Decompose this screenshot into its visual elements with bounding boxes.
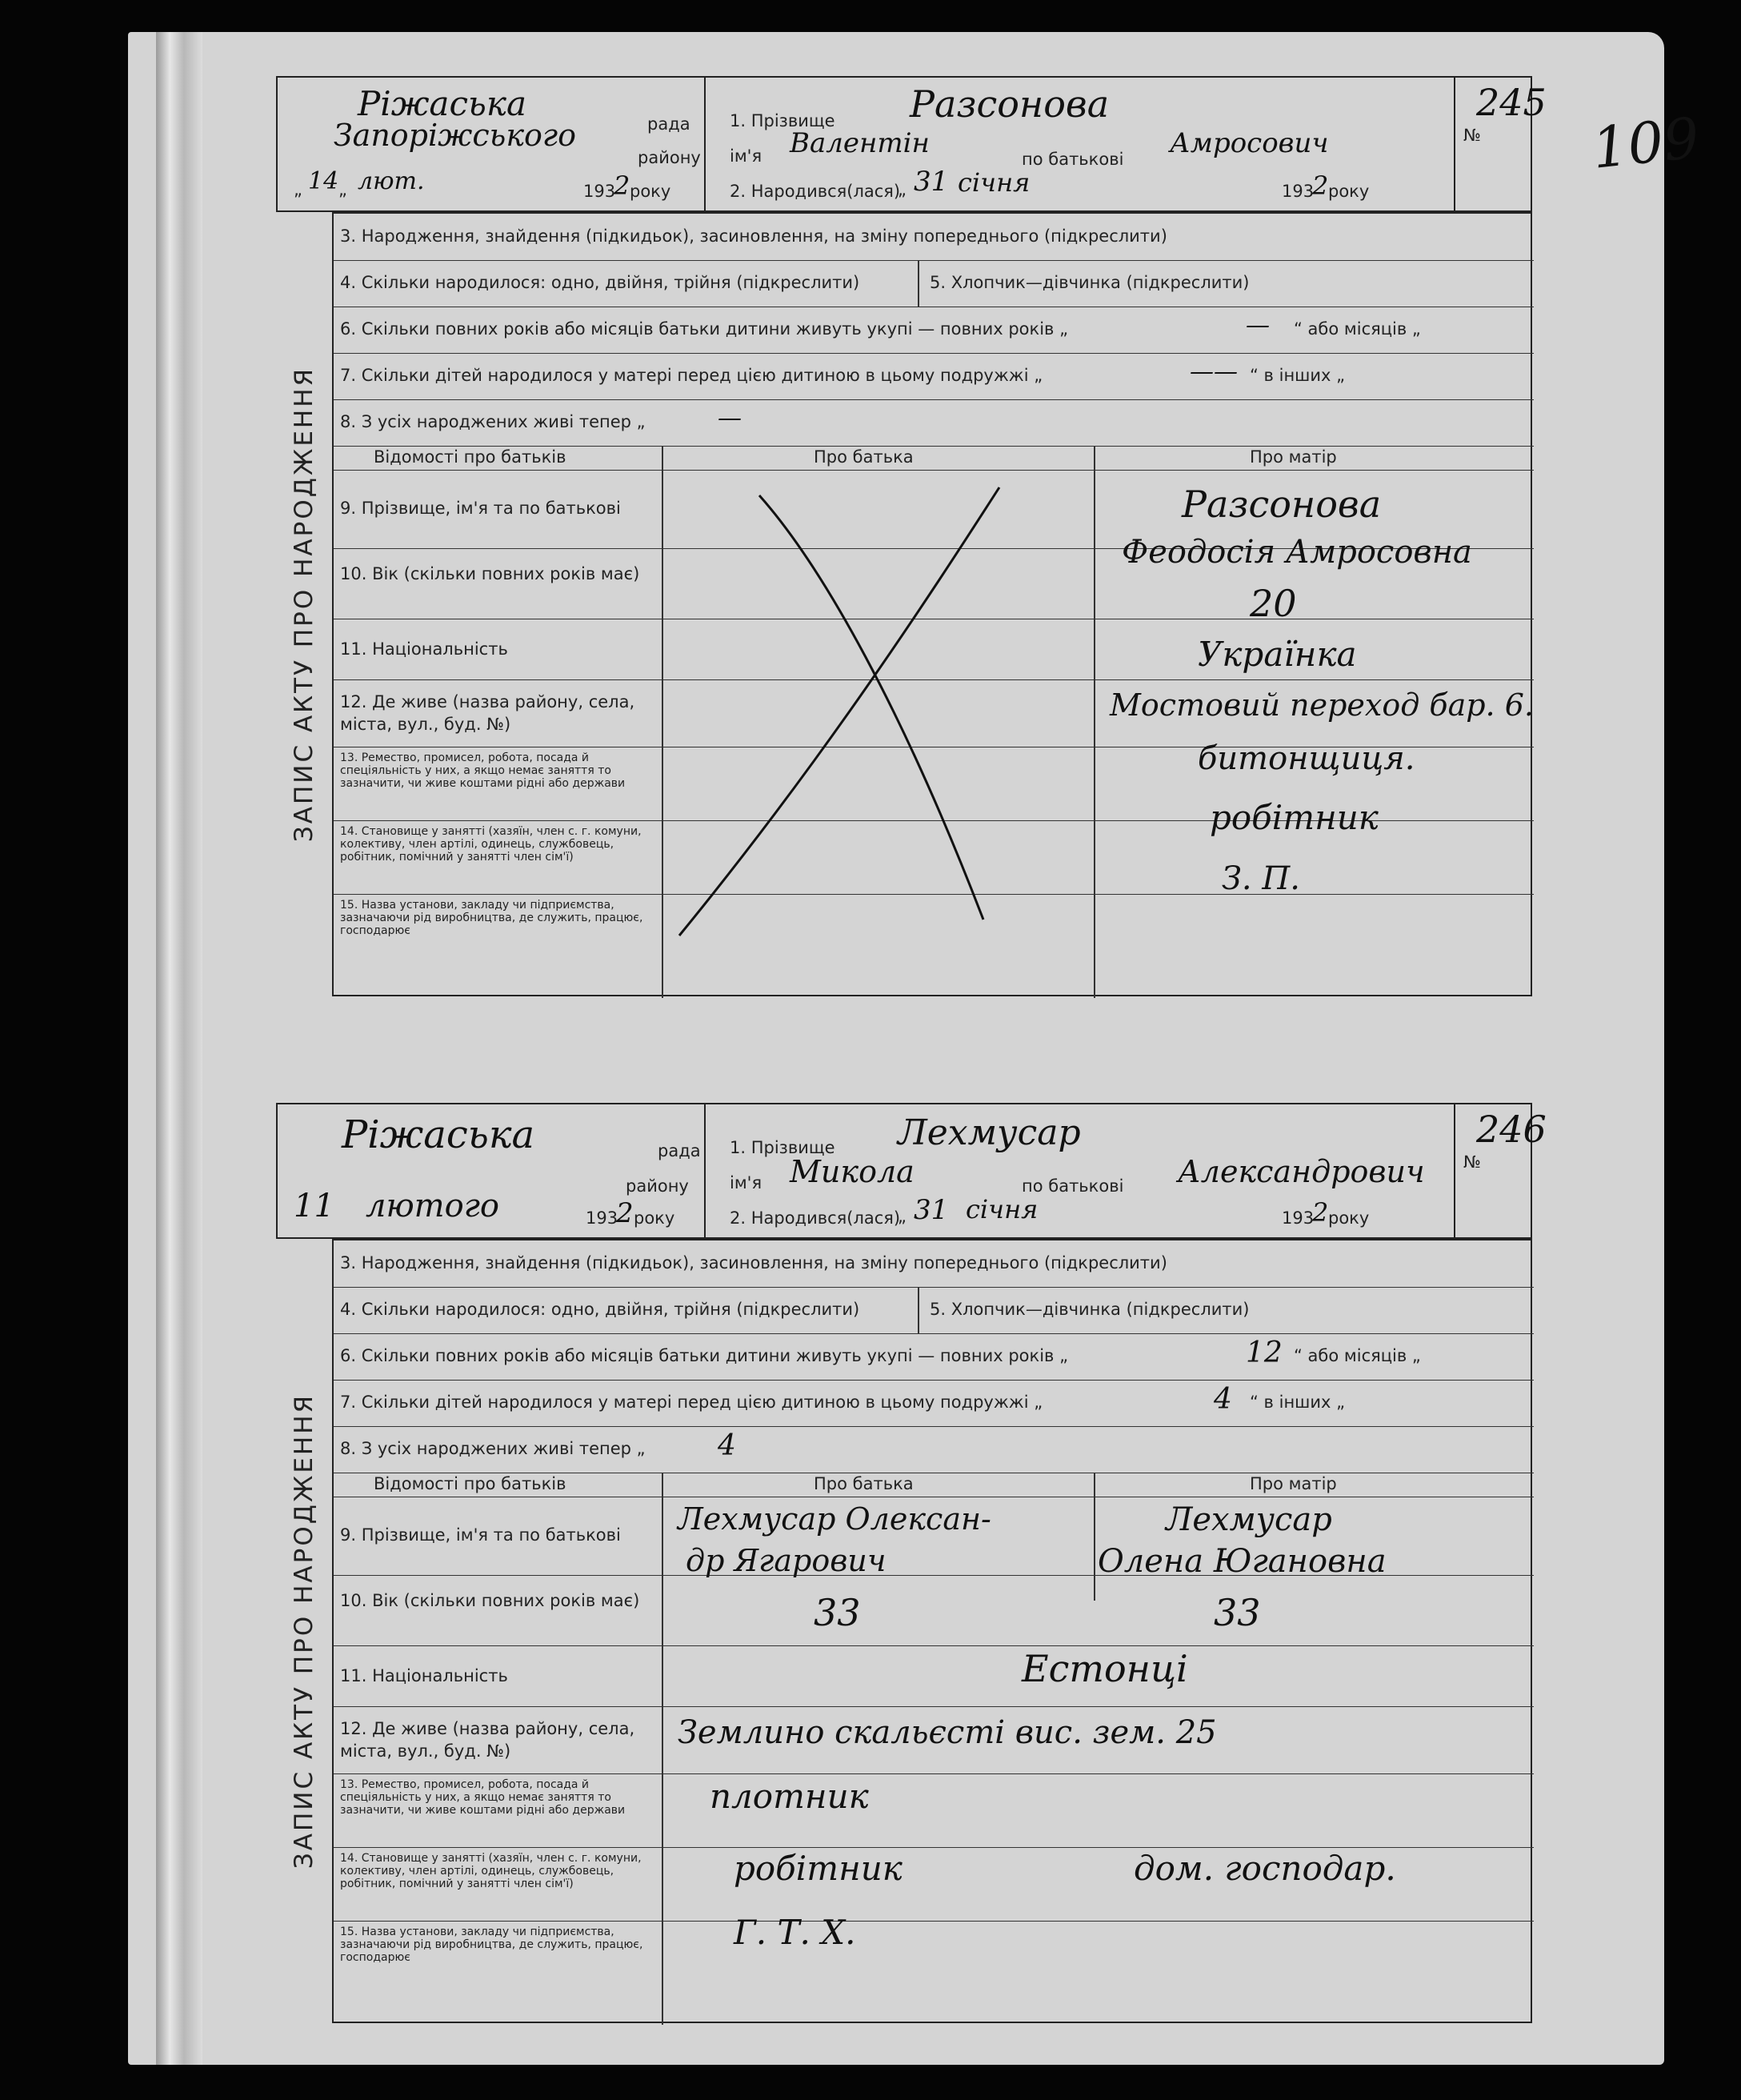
record-month: лютого [366,1188,499,1224]
mother-age: 33 [1214,1591,1261,1634]
q7-value: —— [1190,358,1238,386]
mother-name-line1: Лехмусар [1166,1501,1332,1538]
form-body [332,212,1532,996]
birth-record-form-1 [276,76,1547,996]
q6-label: 6. Скільки повних років або місяців батьки дитини живуть укупі — повних років „ [340,1346,1068,1365]
q14-label: 14. Становище у занятті (хазяїн, член с. г. комуни, колективу, член артілі, одинець, службовець, робітник, помічний у занятті член сім'ї) [340,825,642,864]
q15-label: 15. Назва установи, закладу чи підприємства, зазначаючи рід виробництва, де служить, працює, господарює [340,899,643,937]
child-name: Микола [790,1154,915,1189]
q6-months-label: “ або місяців „ [1294,1346,1421,1365]
number-label: № [1463,1152,1481,1172]
section-sidebar [276,212,332,996]
q4-label: 4. Скільки народилося: одно, двійня, трійня (підкреслити) [340,1300,860,1319]
birth-day: 31 [914,1194,949,1226]
mother-occupation: битонщиця. [1198,740,1415,777]
birth-month: січня [966,1194,1039,1224]
q6-years: 12 [1246,1337,1283,1369]
child-name: Валентін [790,127,930,159]
q7-other-label: “ в інших „ [1250,1393,1346,1412]
rada-name: Ріжаська [342,1112,535,1157]
section-title: ЗАПИС АКТУ ПРО НАРОДЖЕННЯ [290,1393,318,1870]
q2-label: 2. Народився(лася) [730,1208,901,1228]
rada-label: рада [658,1141,701,1160]
mother-workplace: З. П. [1222,860,1300,897]
patronymic-label: по батькові [1022,1176,1124,1196]
mother-name-line1: Разсонова [1182,483,1382,526]
q1-label: 1. Прізвище [730,1138,835,1157]
col-father-header: Про батька [814,447,914,467]
q4-q5-row [334,260,1534,307]
birth-day: 31 [914,166,949,198]
record-number-box [1454,78,1547,210]
year-prefix: 193 [586,1208,618,1228]
form-header: Ріжаська рада Запоріжського району „ 14 „ лют. 193 2 року 1. Прізвище Разсонова ім'я Валентін по батькові Амросович 2. Народився(лася) „ 31 січня 193 2 року № 245 [276,76,1532,212]
q13-label: 13. Ремество, промисел, робота, посада й спеціяльність у них, а якщо немає заняття то зазначити, чи живе коштами рідні або держави [340,751,626,790]
col-mother-header: Про матір [1250,1474,1337,1493]
q2-label: 2. Народився(лася) [730,182,901,201]
q8-label: 8. З усіх народжених живі тепер „ [340,1439,646,1458]
mother-status: робітник [1210,798,1379,837]
q5-label: 5. Хлопчик—дівчинка (підкреслити) [930,273,1250,292]
q14-label: 14. Становище у занятті (хазяїн, член с. г. комуни, колективу, член артілі, одинець, службовець, робітник, помічний у занятті член сім'ї) [340,1852,642,1890]
child-patronymic: Амросович [1170,127,1329,159]
section-sidebar [276,1239,332,2023]
birth-year-prefix: 193 [1282,1208,1315,1228]
q10-label: 10. Вік (скільки повних років має) [340,1591,640,1610]
q3-label: 3. Народження, знайдення (підкидьок), засиновлення, на зміну попереднього (підкреслити) [340,226,1167,246]
q5-label: 5. Хлопчик—дівчинка (підкреслити) [930,1300,1250,1319]
birth-year-suffix: 2 [1312,170,1329,201]
rada-name: Ріжаська [358,84,526,123]
q7-label: 7. Скільки дітей народилося у матері перед цією дитиною в цьому подружжі „ [340,1393,1043,1412]
father-cross-out [663,471,1092,996]
father-name-line2: др Ягарович [686,1543,887,1578]
mother-name-line2: Феодосія Амросовна [1122,534,1472,571]
father-residence: Землино скальєсті вис. зем. 25 [678,1714,1217,1751]
raion-label: району [626,1176,689,1196]
imya-label: ім'я [730,146,762,166]
father-workplace: Г. Т. Х. [734,1913,856,1952]
page-binding [156,32,202,2065]
col-info-header: Відомості про батьків [374,447,566,467]
mother-residence: Мостовий переход бар. 6. [1110,687,1534,723]
q8-label: 8. З усіх народжених живі тепер „ [340,412,646,431]
child-surname: Лехмусар [898,1112,1081,1153]
q7-label: 7. Скільки дітей народилося у матері перед цією дитиною в цьому подружжі „ [340,366,1043,385]
record-number-box [1454,1104,1547,1237]
q10-label: 10. Вік (скільки повних років має) [340,564,640,583]
form-body [332,1239,1532,2023]
imya-label: ім'я [730,1173,762,1192]
father-age: 33 [814,1591,861,1634]
q1-label: 1. Прізвище [730,111,835,130]
q7-other-label: “ в інших „ [1250,366,1346,385]
raion-label: району [638,148,701,167]
q6-row [334,307,1534,354]
q3-label: 3. Народження, знайдення (підкидьок), засиновлення, на зміну попереднього (підкреслити) [340,1253,1167,1272]
father-nationality: Естонці [1022,1647,1188,1690]
mother-status: дом. господар. [1134,1849,1396,1888]
year-prefix: 193 [583,182,616,201]
mother-nationality: Українка [1198,635,1357,674]
q6-months-label: “ або місяців „ [1294,319,1421,339]
birth-month: січня [958,167,1031,198]
col-info-header: Відомості про батьків [374,1474,566,1493]
year-suffix: 2 [614,170,630,201]
record-month: лют. [358,167,425,195]
year-label: року [630,182,671,201]
mother-age: 20 [1250,582,1297,625]
father-name-line1: Лехмусар Олексан- [678,1501,991,1537]
form-header: Ріжаська рада району 11 лютого 193 2 року 1. Прізвище Лехмусар ім'я Микола по батькові Александрович 2. Народився(лася) „ 31 січня 193 2 року № 246 [276,1103,1532,1239]
father-status: робітник [734,1849,903,1888]
year-suffix: 2 [616,1197,634,1229]
parents-header-row [334,446,1534,471]
q7-value: 4 [1214,1383,1232,1416]
q6-label: 6. Скільки повних років або місяців батьки дитини живуть укупі — повних років „ [340,319,1068,339]
child-patronymic: Александрович [1178,1154,1425,1189]
section-title: ЗАПИС АКТУ ПРО НАРОДЖЕННЯ [290,366,318,843]
q11-label: 11. Національність [340,1666,508,1685]
q9-label: 9. Прізвище, ім'я та по батькові [340,1525,621,1545]
number-label: № [1463,126,1481,145]
q7-row [334,353,1534,400]
q12-label: 12. Де живе (назва району, села, міста, вул., буд. №) [340,1719,635,1761]
q15-label: 15. Назва установи, закладу чи підприємства, зазначаючи рід виробництва, де служить, працює, господарює [340,1926,643,1964]
q3-row [334,214,1534,261]
birth-year-label: року [1328,1208,1370,1228]
record-day: 14 [308,167,339,195]
q11-label: 11. Національність [340,639,508,659]
mother-name-line2: Олена Югановна [1098,1543,1387,1580]
q12-label: 12. Де живе (назва району, села, міста, вул., буд. №) [340,692,635,734]
col-father-header: Про батька [814,1474,914,1493]
q9-label: 9. Прізвище, ім'я та по батькові [340,499,621,518]
record-number: 246 [1476,1108,1547,1151]
q8-value: — [718,404,742,432]
q8-value: 4 [718,1429,736,1462]
patronymic-label: по батькові [1022,150,1124,169]
birth-year-label: року [1328,182,1370,201]
q8-row [334,399,1534,447]
record-number: 245 [1476,81,1547,124]
raion-name: Запоріжського [334,118,576,153]
q4-label: 4. Скільки народилося: одно, двійня, трійня (підкреслити) [340,273,860,292]
birth-year-prefix: 193 [1282,182,1315,201]
child-surname: Разсонова [910,82,1110,126]
birth-record-form-2 [276,1103,1547,2023]
q13-label: 13. Ремество, промисел, робота, посада й спеціяльність у них, а якщо немає заняття то зазначити, чи живе коштами рідні або держави [340,1778,626,1817]
col-mother-header: Про матір [1250,447,1337,467]
father-occupation: плотник [710,1777,869,1816]
record-day: 11 [294,1188,334,1224]
q6-years: — [1246,311,1270,339]
rada-label: рада [647,114,690,134]
page-number: 109 [1589,105,1703,182]
year-label: року [634,1208,675,1228]
birth-year-suffix: 2 [1312,1197,1329,1228]
